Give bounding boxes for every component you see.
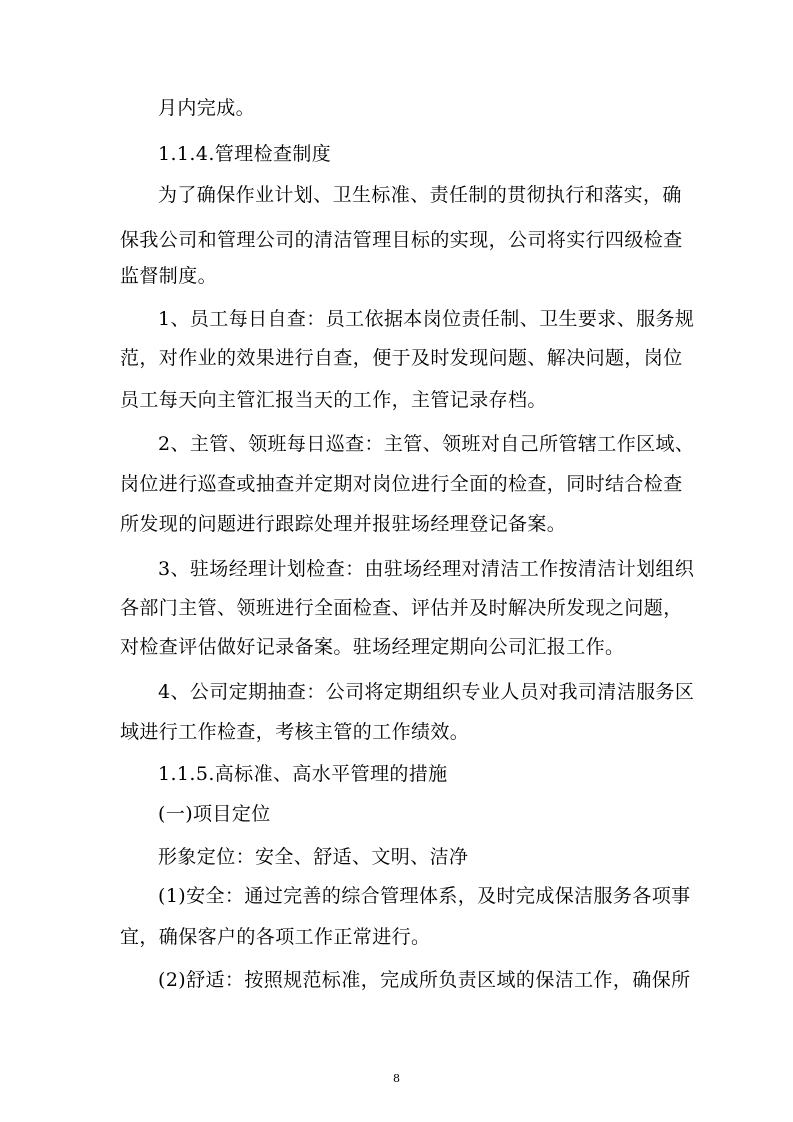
subsection-heading: (一)项目定位 <box>158 803 271 825</box>
text-line: 所发现的问题进行跟踪处理并报驻场经理登记备案。 <box>120 513 567 535</box>
text-line: (2)舒适：按照规范标准，完成所负责区域的保洁工作，确保所 <box>158 969 691 991</box>
page-number: 8 <box>393 1072 400 1085</box>
text-line: 范，对作业的效果进行自查，便于及时发现问题、解决问题，岗位 <box>120 347 683 369</box>
text-line: 岗位进行巡查或抽查并定期对岗位进行全面的检查，同时结合检查 <box>120 473 683 495</box>
text-line: 2、主管、领班每日巡查：主管、领班对自己所管辖工作区域、 <box>158 433 695 455</box>
section-heading: 1.1.4.管理检查制度 <box>158 143 332 165</box>
text-line: 1、员工每日自查：员工依据本岗位责任制、卫生要求、服务规 <box>158 308 695 330</box>
section-heading: 1.1.5.高标准、高水平管理的措施 <box>158 763 448 785</box>
text-line: 为了确保作业计划、卫生标准、责任制的贯彻执行和落实，确 <box>158 184 682 206</box>
text-line: 宜，确保客户的各项工作正常进行。 <box>120 926 431 948</box>
text-line: 对检查评估做好记录备案。驻场经理定期向公司汇报工作。 <box>120 636 625 658</box>
text-line: 形象定位：安全、舒适、文明、洁净 <box>158 846 469 868</box>
text-line: 月内完成。 <box>158 97 256 119</box>
text-line: 域进行工作检查，考核主管的工作绩效。 <box>120 721 470 743</box>
text-line: 4、公司定期抽查：公司将定期组织专业人员对我司清洁服务区 <box>158 681 695 703</box>
text-line: 3、驻场经理计划检查：由驻场经理对清洁工作按清洁计划组织 <box>158 558 695 580</box>
text-line: 员工每天向主管汇报当天的工作，主管记录存档。 <box>120 389 547 411</box>
text-line: (1)安全：通过完善的综合管理体系，及时完成保洁服务各项事 <box>158 885 691 907</box>
text-line: 各部门主管、领班进行全面检查、评估并及时解决所发现之问题， <box>120 597 683 619</box>
text-line: 监督制度。 <box>120 265 218 287</box>
text-line: 保我公司和管理公司的清洁管理目标的实现，公司将实行四级检查 <box>120 229 683 251</box>
